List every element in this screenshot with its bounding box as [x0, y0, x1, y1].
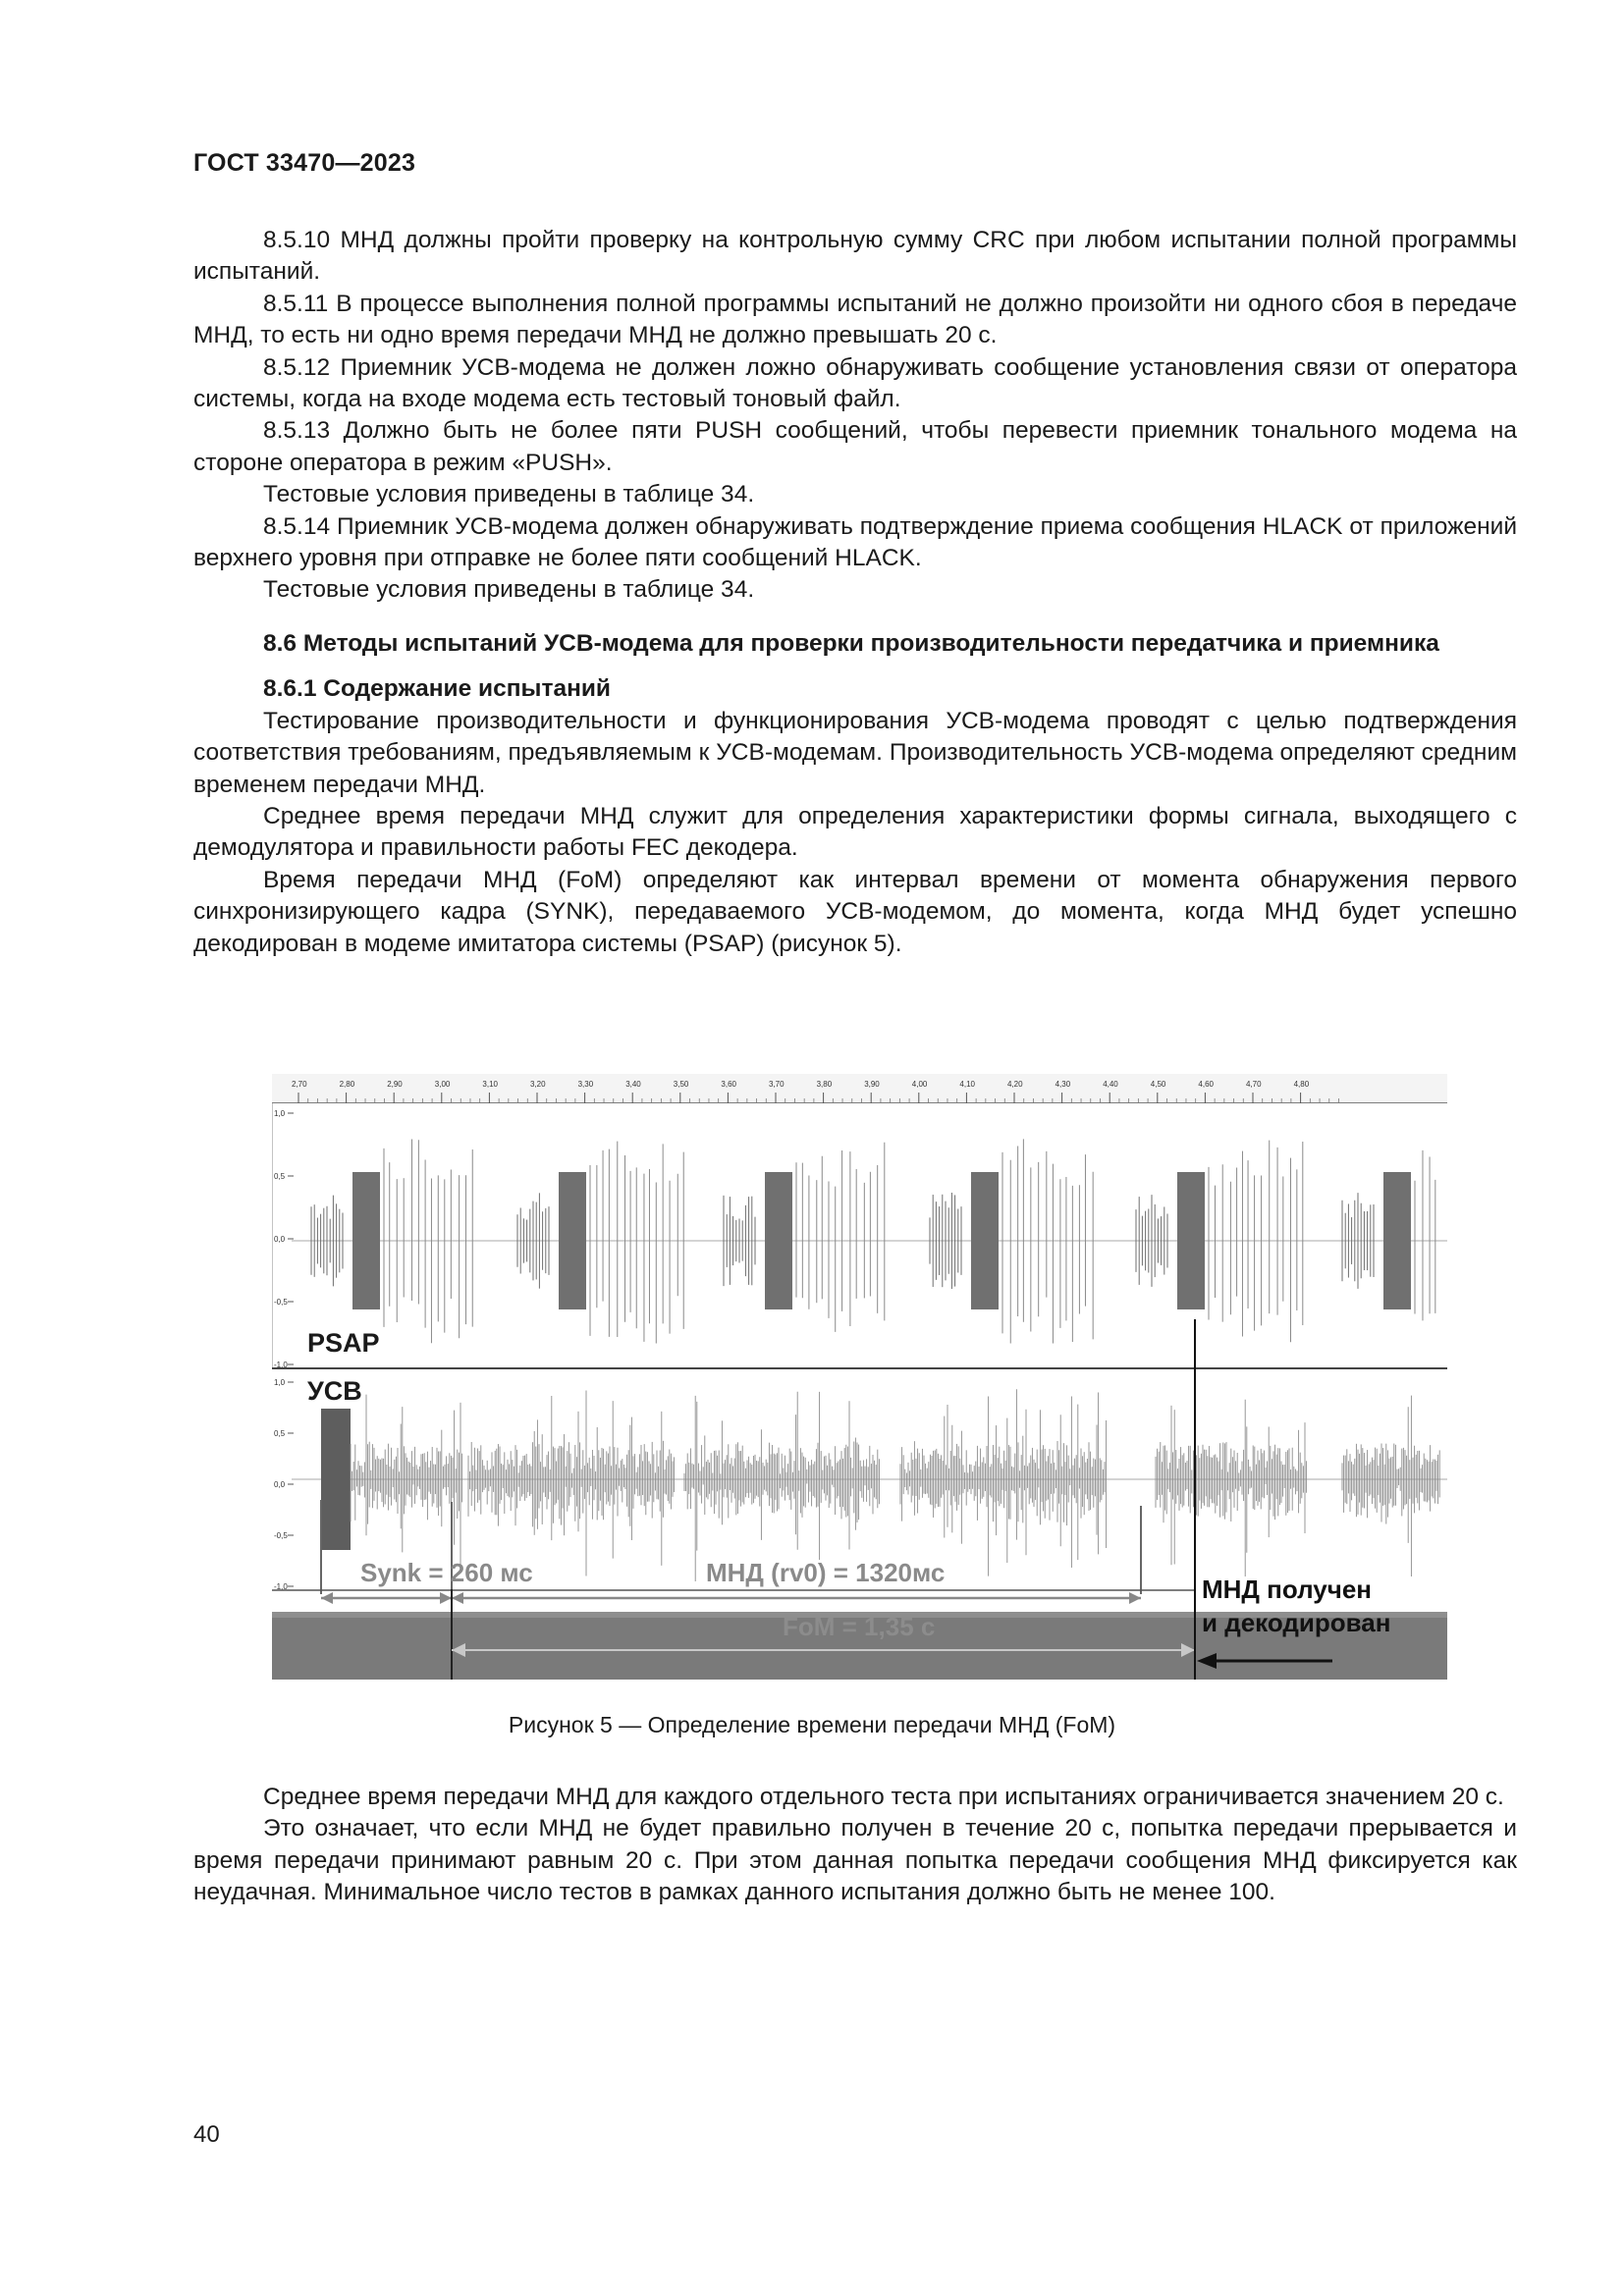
amplitude-tick-label: 0,0 [274, 1235, 286, 1244]
time-tick-label: 4,10 [959, 1080, 975, 1089]
time-tick-label: 3,60 [721, 1080, 736, 1089]
paragraph: 8.5.10 МНД должны пройти проверку на контрольную сумму CRC при любом испытании полной программы испытаний. [193, 227, 1517, 286]
time-tick-label: 2,70 [292, 1080, 307, 1089]
time-tick-label: 4,40 [1103, 1080, 1118, 1089]
section-heading: 8.6 Методы испытаний УСВ-модема для проверки производительности передатчика и приемника [263, 629, 1439, 657]
paragraph: Тестирование производительности и функционирования УСВ-модема проводят с целью подтверждения соответствия требованиям, предъявляемым к УСВ-модемам. Производительность УСВ-модема определяют средним временем передачи МНД. [193, 707, 1517, 798]
psap-dense-block [1177, 1172, 1205, 1309]
time-tick-label: 3,00 [434, 1080, 451, 1089]
psap-dense-block [559, 1172, 586, 1309]
psap-dense-block [1383, 1172, 1411, 1309]
waveform-figure [272, 1074, 1447, 1680]
time-tick-label: 3,20 [530, 1080, 546, 1089]
time-tick-label: 4,60 [1198, 1080, 1214, 1089]
time-tick-label: 4,00 [911, 1080, 928, 1089]
time-tick-label: 4,20 [1007, 1080, 1023, 1089]
time-tick-label: 3,40 [625, 1080, 641, 1089]
amplitude-tick-label: 0,0 [274, 1480, 286, 1489]
synk-label: Synk = 260 мс [360, 1558, 533, 1587]
psap-dense-block [352, 1172, 380, 1309]
psap-dense-block [765, 1172, 792, 1309]
paragraph: 8.5.11 В процессе выполнения полной программы испытаний не должно произойти ни одного сбоя в передаче МНД, то есть ни одно время передачи МНД не должно превышать 20 с. [193, 290, 1517, 349]
main-text [193, 225, 1517, 960]
paragraph: Среднее время передачи МНД для каждого отдельного теста при испытаниях ограничивается значением 20 с. [263, 1784, 1504, 1810]
psap-dense-block [971, 1172, 999, 1309]
psap-track-label: PSAP [307, 1328, 380, 1358]
time-tick-label: 3,30 [577, 1080, 594, 1089]
paragraph: 8.5.13 Должно быть не более пяти PUSH сообщений, чтобы перевести приемник тонального модема на стороне оператора в режим «PUSH». [193, 417, 1517, 476]
fom-label: FoM = 1,35 с [783, 1612, 936, 1641]
time-tick-label: 3,80 [816, 1080, 833, 1089]
paragraph: Время передачи МНД (FoM) определяют как интервал времени от момента обнаружения первого синхронизирующего кадра (SYNK), передаваемого УСВ-модемом, до момента, когда МНД будет успешно декодирован в модеме имитатора системы (PSAP) (рисунок 5). [193, 866, 1517, 957]
waveform-svg [272, 1074, 1447, 1680]
mnd-label: МНД (rv0) = 1320мс [706, 1558, 946, 1587]
paragraph: 8.5.12 Приемник УСВ-модема не должен ложно обнаруживать сообщение установления связи от оператора системы, когда на входе модема есть тестовый тоновый файл. [193, 353, 1517, 413]
page-number: 40 [193, 2121, 220, 2148]
time-tick-label: 3,50 [673, 1080, 689, 1089]
received-label-line2: и декодирован [1202, 1608, 1391, 1637]
amplitude-tick-label: 1,0 [274, 1109, 286, 1118]
amplitude-tick-label: 0,5 [274, 1429, 286, 1438]
received-label-line1: МНД получен [1202, 1575, 1373, 1604]
paragraph: 8.5.14 Приемник УСВ-модема должен обнаруживать подтверждение приема сообщения HLACK от приложений верхнего уровня при отправке не более пяти сообщений HLACK. [193, 512, 1517, 572]
amplitude-tick-label: 0,5 [274, 1172, 286, 1181]
document-id-header: ГОСТ 33470—2023 [193, 149, 416, 177]
subsection-heading: 8.6.1 Содержание испытаний [263, 675, 611, 703]
time-tick-label: 2,90 [387, 1080, 403, 1089]
paragraph: Среднее время передачи МНД служит для определения характеристики формы сигнала, выходящего с демодулятора и правильности работы FEC декодера. [193, 802, 1517, 862]
time-tick-label: 4,50 [1150, 1080, 1166, 1089]
paragraph: Тестовые условия приведены в таблице 34. [263, 481, 755, 508]
time-tick-label: 3,10 [482, 1080, 498, 1089]
figure-caption: Рисунок 5 — Определение времени передачи МНД (FoM) [508, 1712, 1116, 1737]
amplitude-tick-label: -1,0 [274, 1582, 288, 1591]
amplitude-tick-label: -1,0 [274, 1361, 288, 1369]
paragraph: Тестовые условия приведены в таблице 34. [263, 576, 755, 604]
usv-synk-block [321, 1409, 351, 1550]
usv-track-label: УСВ [307, 1376, 362, 1406]
time-tick-label: 2,80 [339, 1080, 355, 1089]
time-tick-label: 4,70 [1246, 1080, 1262, 1089]
time-tick-label: 3,70 [769, 1080, 785, 1089]
amplitude-tick-label: -0,5 [274, 1531, 288, 1540]
time-tick-label: 4,30 [1055, 1080, 1071, 1089]
time-tick-label: 4,80 [1293, 1080, 1310, 1089]
amplitude-tick-label: 1,0 [274, 1378, 286, 1387]
text-after-figure [193, 1782, 1517, 1909]
amplitude-tick-label: -0,5 [274, 1298, 288, 1307]
time-tick-label: 3,90 [864, 1080, 880, 1089]
paragraph: Это означает, что если МНД не будет правильно получен в течение 20 с, попытка передачи прерывается и время передачи принимают равным 20 с. При этом данная попытка передачи сообщения МНД фиксируется как неудачная. Минимальное число тестов в рамках данного испытания должно быть не менее 100. [193, 1815, 1517, 1906]
